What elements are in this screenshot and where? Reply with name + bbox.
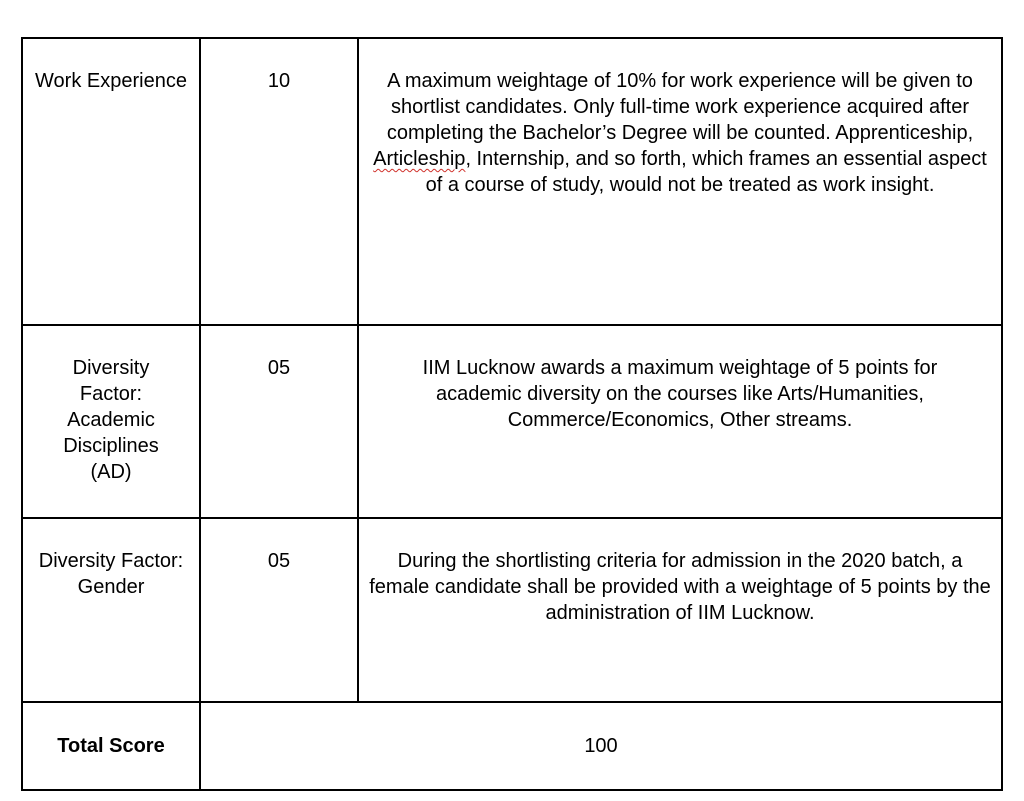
description-text: During the shortlisting criteria for admission in the 2020 batch, a female candidate shall be provided with a weightage of 5 points by the administration of IIM Lucknow. xyxy=(369,550,991,624)
criterion-label: Diversity Factor: Gender xyxy=(38,550,184,598)
description-cell xyxy=(358,518,1002,702)
selection-criteria-table xyxy=(21,37,1003,791)
points-cell xyxy=(200,325,358,518)
table-row-academic-diversity xyxy=(22,325,1002,518)
description-text-part-1: A maximum weightage of 10% for work experience will be given to shortlist candidates. Only full-time work experience acquired after completing the Bachelor’s Degree will be counted. Apprenticeship, xyxy=(386,70,974,144)
description-text: IIM Lucknow awards a maximum weightage of 5 points for academic diversity on the courses like Arts/Humanities, Commerce/Economics, Other streams. xyxy=(422,357,938,431)
description-text-part-2: , Internship, and so forth, which frames an essential aspect of a course of study, would not be treated as work insight. xyxy=(425,148,987,196)
points-value: 05 xyxy=(267,357,291,379)
points-cell xyxy=(200,518,358,702)
total-label-cell xyxy=(22,702,200,790)
points-cell xyxy=(200,38,358,325)
points-value: 05 xyxy=(267,550,291,572)
misspelled-word: Articleship xyxy=(373,148,466,170)
total-label: Total Score xyxy=(57,735,165,757)
criterion-label: Work Experience xyxy=(35,70,187,92)
criterion-cell xyxy=(22,325,200,518)
criterion-cell xyxy=(22,518,200,702)
criterion-cell xyxy=(22,38,200,325)
total-value-cell xyxy=(200,702,1002,790)
description-cell xyxy=(358,325,1002,518)
description-cell xyxy=(358,38,1002,325)
total-value: 100 xyxy=(584,735,618,757)
table-row-gender-diversity xyxy=(22,518,1002,702)
criterion-label: Diversity Factor: Academic Disciplines (AD) xyxy=(63,357,159,483)
table-row-total xyxy=(22,702,1002,790)
points-value: 10 xyxy=(267,70,291,92)
table-row-work-experience xyxy=(22,38,1002,325)
